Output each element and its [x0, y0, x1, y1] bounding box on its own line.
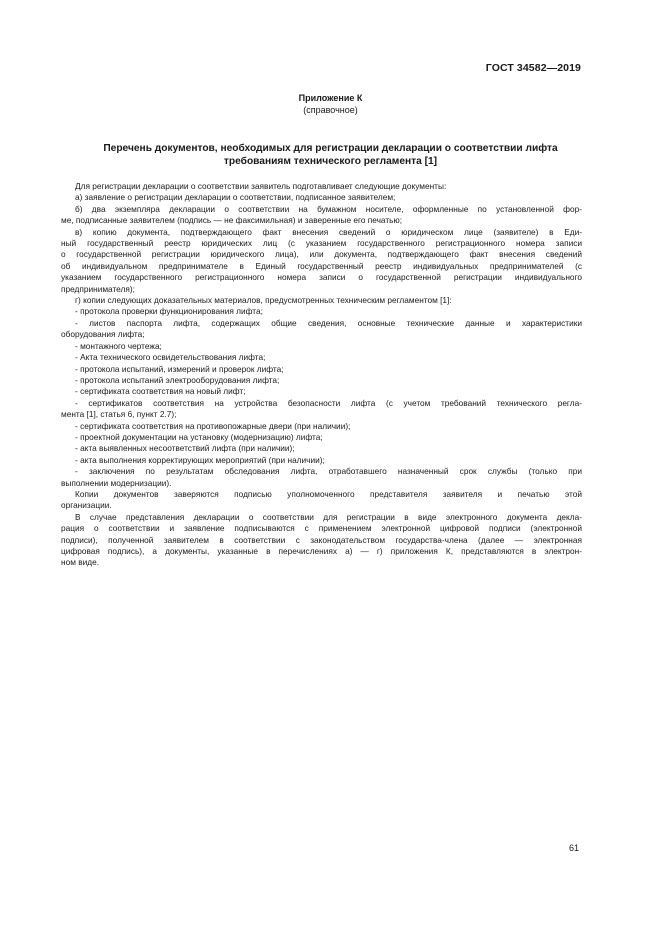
text-line: - сертификата соответствия на новый лифт;	[75, 386, 246, 397]
text-line: В случае представления декларации о соответствии для регистрации в виде электронного документа декла-	[75, 511, 582, 522]
text-line: ме, подписанные заявителем (подпись — не факсимильная) и заверенные его печатью;	[61, 215, 403, 226]
text-line: цифровая подпись), а документы, указанные в перечислениях а) — г) приложения К, представляются в электрон-	[61, 546, 582, 556]
text-line: - протокола испытаний, измерений и проверок лифта;	[75, 363, 284, 374]
text-line: о государственной регистрации юридического лица), или документа, подтверждающего факт внесения сведений	[61, 249, 582, 260]
annex-label: Приложение К	[298, 93, 363, 103]
annex-title-line-2: требованиям технического регламента [1]	[223, 156, 438, 167]
text-line: - заключения по результатам обследования лифта, отработавшего назначенный срок службы (только при	[75, 466, 582, 477]
text-line: г) копии следующих доказательных материалов, предусмотренных техническим регламентом [1]:	[75, 295, 452, 306]
text-line: об индивидуальном предпринимателе в Единый государственный реестр индивидуальных предпринимателей (с	[61, 260, 582, 271]
text-line: - монтажного чертежа;	[75, 340, 162, 351]
text-line: рация о соответствии и заявление подписываются с применением электронной цифровой подписи (электронной	[61, 523, 582, 534]
text-line: Копии документов заверяются подписью уполномоченного представителя заявителя и печатью этой	[75, 488, 582, 499]
annex-title	[62, 142, 599, 168]
text-line: подписи), полученной заявителем в соответствии с законодательством государства-члена (далее — электронная	[61, 534, 582, 545]
text-line: - сертификатов соответствия на устройства безопасности лифта (с учетом требований технического регла-	[75, 397, 582, 408]
text-line: б) два экземпляра декларации о соответствии на бумажном носителе, оформленные по установленной фор-	[75, 203, 582, 214]
annex-title-line-1: Перечень документов, необходимых для регистрации декларации о соответствии лифта	[103, 143, 558, 154]
text-line: указанием государственного регистрационного номера записи о государственной регистрации индивидуального	[61, 272, 582, 283]
text-line: - акта выполнения корректирующих мероприятий (при наличии);	[75, 454, 325, 465]
text-line: - сертификата соответствия на противопожарные двери (при наличии);	[75, 420, 351, 431]
text-line: - протокола испытаний электрооборудования лифта;	[75, 374, 280, 385]
annex-type: (справочное)	[303, 105, 358, 115]
annex-heading	[0, 92, 661, 116]
text-line: - протокола проверки функционирования лифта;	[75, 306, 263, 317]
text-line: - Акта технического освидетельствования лифта;	[75, 352, 266, 363]
text-line: оборудования лифта;	[61, 329, 145, 340]
text-line: предпринимателя);	[61, 283, 135, 294]
text-line: - акта выявленных несоответствий лифта (при наличии);	[75, 443, 295, 454]
text-line: - проектной документации на установку (модернизацию) лифта;	[75, 431, 323, 442]
text-line: - листов паспорта лифта, содержащих общие сведения, основные технические данные и характеристики	[75, 317, 582, 328]
body-text	[61, 181, 582, 569]
text-line: ный государственный реестр юридических лиц (с указанием государственного регистрационного номера записи	[61, 238, 582, 249]
page-number: 61	[568, 843, 579, 853]
text-line: а) заявление о регистрации декларации о соответствии, подписанное заявителем;	[75, 192, 396, 203]
text-line: мента [1], статья 6, пункт 2.7);	[61, 409, 177, 420]
text-line: выполнении модернизации).	[61, 477, 172, 488]
text-line: Для регистрации декларации о соответствии заявитель подготавливает следующие документы:	[75, 181, 447, 191]
text-line: в) копию документа, подтверждающего факт внесения сведений о юридическом лице (заявителе) в Еди-	[75, 226, 582, 237]
text-line: ном виде.	[61, 557, 100, 568]
text-line: организации.	[61, 500, 112, 511]
standard-code: ГОСТ 34582—2019	[485, 62, 581, 74]
